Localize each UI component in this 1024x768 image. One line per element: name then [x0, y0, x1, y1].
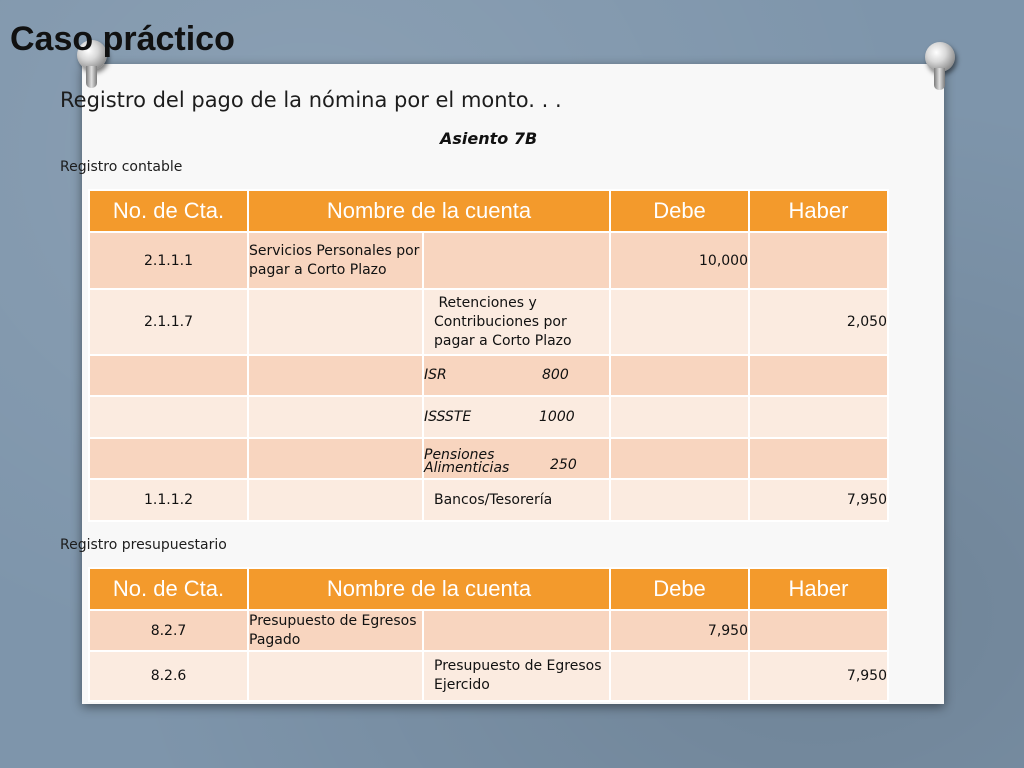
header-debe: Debe: [610, 190, 749, 232]
haber-value: [749, 396, 888, 438]
retention-detail: [423, 438, 610, 479]
sub-account: [423, 651, 610, 701]
debe-value: [610, 289, 749, 355]
table-header-row: [89, 568, 888, 610]
haber-value: 2,050: [749, 289, 888, 355]
asiento-label: Asiento 7B: [440, 129, 538, 148]
account-name: [248, 651, 423, 701]
haber-value: [749, 232, 888, 289]
account-name: [248, 396, 423, 438]
haber-value: 7,950: [749, 651, 888, 701]
table-row: [89, 479, 888, 521]
table-row: [89, 396, 888, 438]
account-code: 2.1.1.7: [89, 289, 248, 355]
table-row: [89, 355, 888, 396]
section-label-contable: Registro contable: [60, 159, 183, 175]
sub-account: [423, 479, 610, 521]
account-code: [89, 396, 248, 438]
retention-amount: 1000: [539, 409, 575, 425]
header-no-cta: No. de Cta.: [89, 190, 248, 232]
sub-account-text: Bancos/Tesorería: [434, 491, 553, 508]
debe-value: 7,950: [610, 610, 749, 651]
haber-value: [749, 610, 888, 651]
account-code: 8.2.7: [89, 610, 248, 651]
subtitle: Registro del pago de la nómina por el monto. . .: [60, 88, 562, 112]
debe-value: [610, 651, 749, 701]
pushpin-icon: [925, 42, 955, 72]
section-label-presupuestario: Registro presupuestario: [60, 537, 227, 553]
debe-value: [610, 355, 749, 396]
table-row: [89, 232, 888, 289]
sub-account: [423, 232, 610, 289]
debe-value: [610, 396, 749, 438]
account-code: 8.2.6: [89, 651, 248, 701]
sub-account-text: Retenciones y Contribuciones por pagar a Corto Plazo: [434, 294, 572, 349]
retention-amount: 800: [542, 367, 569, 383]
retention-label: Pensiones Alimenticias: [424, 446, 510, 476]
header-debe: Debe: [610, 568, 749, 610]
account-name: [248, 355, 423, 396]
haber-value: [749, 438, 888, 479]
presupuestario-table: [88, 567, 889, 702]
header-haber: Haber: [749, 190, 888, 232]
account-code: 2.1.1.1: [89, 232, 248, 289]
table-row: [89, 610, 888, 651]
debe-value: [610, 479, 749, 521]
sub-account: [423, 610, 610, 651]
table-row: [89, 438, 888, 479]
retention-detail: [423, 396, 610, 438]
retention-label: ISR: [424, 367, 447, 383]
account-code: [89, 355, 248, 396]
account-name: [248, 289, 423, 355]
retention-detail: [423, 355, 610, 396]
page-title: Caso práctico: [10, 20, 235, 58]
header-nombre-cuenta: Nombre de la cuenta: [248, 190, 610, 232]
account-code: [89, 438, 248, 479]
account-code: 1.1.1.2: [89, 479, 248, 521]
header-haber: Haber: [749, 568, 888, 610]
sub-account-text: Presupuesto de Egresos Ejercido: [434, 658, 602, 693]
account-name: Servicios Personales por pagar a Corto Plazo: [248, 232, 423, 289]
haber-value: [749, 355, 888, 396]
account-name: [248, 438, 423, 479]
debe-value: [610, 438, 749, 479]
contable-table: [88, 189, 889, 522]
header-nombre-cuenta: Nombre de la cuenta: [248, 568, 610, 610]
retention-amount: 250: [550, 457, 577, 473]
table-row: [89, 651, 888, 701]
sub-account: [423, 289, 610, 355]
haber-value: 7,950: [749, 479, 888, 521]
header-no-cta: No. de Cta.: [89, 568, 248, 610]
table-row: [89, 289, 888, 355]
account-name: Presupuesto de Egresos Pagado: [248, 610, 423, 651]
account-name: [248, 479, 423, 521]
table-header-row: [89, 190, 888, 232]
debe-value: 10,000: [610, 232, 749, 289]
retention-label: ISSSTE: [424, 408, 472, 425]
